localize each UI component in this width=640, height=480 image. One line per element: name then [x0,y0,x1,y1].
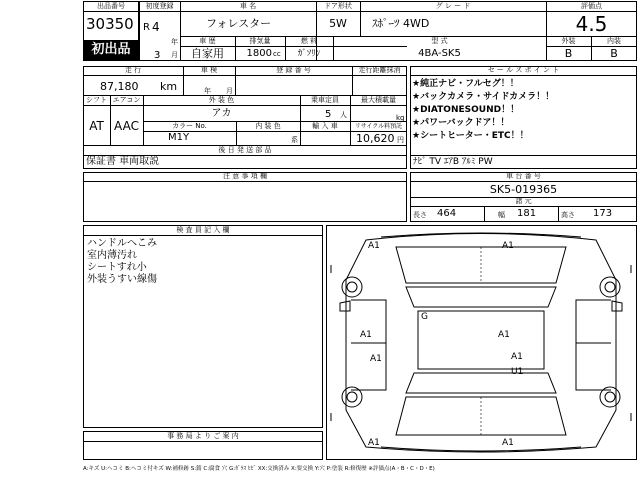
post-sale: 保証書 車両取説 [86,156,160,167]
usage: 自家用 [191,47,224,60]
height: 173 [593,208,613,219]
mark-rear-door-right: A1 [511,352,523,362]
shift: AT [89,119,104,133]
mileage-confirm-label: 走行距離抹消 [358,66,401,74]
wheel-front-left [342,277,362,297]
max-load-label: 最大積載量 [361,96,396,104]
model: 4BA-SK5 [418,48,461,59]
chassis-number: SK5-019365 [489,183,558,196]
shift-label: シフト [86,96,107,104]
office-title: 事 務 局 よ り ご 案 内 [167,432,239,440]
grade-label: グ レ ー ド [435,2,471,10]
left-doors [351,300,386,390]
sales-points-title: セ ー ル ス ポ イ ン ト [487,66,560,74]
import-label: 輸 入 車 [312,122,338,130]
width: 181 [517,208,537,219]
color-no-label: カラー No. [172,122,207,130]
displacement-unit: cc [273,50,281,58]
notes-title: 注 意 事 項 欄 [223,172,267,180]
capacity: 5 [325,109,332,120]
exterior-grade: B [564,47,573,60]
windshield [406,287,556,307]
inspection-year-unit: 年 [204,87,211,95]
inspection-line-1: ハンドルへこみ [87,238,157,249]
car-name-label: 車 名 [239,2,257,10]
displacement: 1800 [246,48,272,59]
dimensions-label: 諸 元 [515,197,532,205]
model-label: 型 式 [431,37,448,45]
inspection-label: 車 検 [200,66,218,74]
fuel: ｶﾞｿﾘﾝ [297,49,321,59]
registration-label: 登 録 番 号 [276,66,311,74]
mileage: 87,180 [100,80,139,93]
mark-front-right: A1 [502,241,514,251]
sales-point-1: ★純正ナビ・フルセグ！！ [412,79,519,89]
post-sale-label: 後 日 発 送 部 品 [218,146,272,154]
era: R [143,22,150,33]
usage-label: 車 歴 [199,37,216,45]
ac: AAC [114,119,139,133]
right-doors [576,300,611,390]
displacement-label: 排気量 [249,37,271,45]
reg-year: 4 [152,20,160,34]
interior-color-label: 内 装 色 [255,122,281,130]
length-label: 長さ [413,211,427,219]
inspection-line-3: シートすれ小 [87,262,147,273]
wheel-front-right [600,277,620,297]
rear-window [406,373,556,393]
doors-label: ドア形状 [324,2,352,10]
roof [418,311,544,369]
recycle-label: リサイクル料預託 [354,123,403,130]
sales-point-2: ★バックカメラ・サイドカメラ！！ [412,92,555,102]
recycle-fee: 10,620 [356,132,395,145]
lot-label: 出品番号 [97,2,125,10]
mark-front-left: A1 [368,241,380,251]
capacity-unit: 人 [340,111,347,119]
score-label: 評価点 [581,2,602,10]
mark-roof: G [421,312,428,322]
first-reg-label: 初度登録 [145,2,174,10]
sales-point-5: ★シートヒーター・ETC！！ [412,131,529,141]
mark-rear-door-left: A1 [370,354,382,364]
color: アカ [211,108,232,119]
mileage-label: 走 行 [124,66,142,74]
interior-grade: B [610,47,618,60]
sales-point-4: ★パワーバックドア！！ [412,118,510,128]
mark-rear-left: A1 [368,438,380,448]
width-label: 幅 [498,211,505,219]
mark-rear-quarter: U1 [511,367,524,377]
inspection-month-unit: 月 [226,87,233,95]
length: 464 [437,208,457,219]
doors: 5W [329,17,347,30]
inspection-title: 検 査 員 記 入 欄 [176,226,230,234]
sales-point-3: ★DIATONESOUND！！ [412,105,520,115]
color-label: 外 装 色 [208,96,235,104]
legend: A:キズ U:ヘコミ B:ヘコミ付キズ W:補修跡 S:錆 C:腐食 穴 G:ｶﾞﾗｽ ﾋﾋﾞ XX:交換済み X:要交換 Y:穴 P:塗装 R:修復歴 ※評価点(A・B・C・D・E) [83,466,435,472]
mark-mid-left: A1 [360,330,372,340]
mirror-right [612,301,622,311]
lot-number: 30350 [86,15,134,33]
exterior-label: 外装 [561,37,576,45]
inspection-line-4: 外装うすい線傷 [87,274,157,285]
interior-color-suffix: 系 [291,136,298,144]
mirror-left [340,301,350,311]
ac-label: エアコン [112,96,141,104]
recycle-unit: 円 [397,136,404,144]
height-label: 高さ [561,211,575,219]
chassis-label: 車 台 番 号 [506,172,541,180]
grade: ｽﾎﾟｰﾂ 4WD [372,17,430,30]
interior-label: 内装 [607,37,621,45]
inspection-line-2: 室内薄汚れ [87,250,137,261]
fuel-label: 燃 料 [300,37,318,45]
first-listing-badge: 初出品 [84,40,138,60]
car-diagram-svg [326,225,637,460]
color-no: M1Y [168,132,190,143]
month-unit: 月 [171,51,178,59]
mileage-unit: km [160,80,178,93]
equipment-list: ﾅﾋﾞ TV ｴｱB ｱﾙﾐ PW [413,157,493,167]
capacity-label: 乗車定員 [311,96,339,104]
car-name: フォレスター [206,17,272,30]
reg-month: 3 [154,50,161,61]
mark-mid-right: A1 [498,330,510,340]
score: 4.5 [575,12,608,36]
mark-rear-right: A1 [502,438,514,448]
year-unit: 年 [171,38,178,46]
max-load-unit: kg [396,114,405,122]
